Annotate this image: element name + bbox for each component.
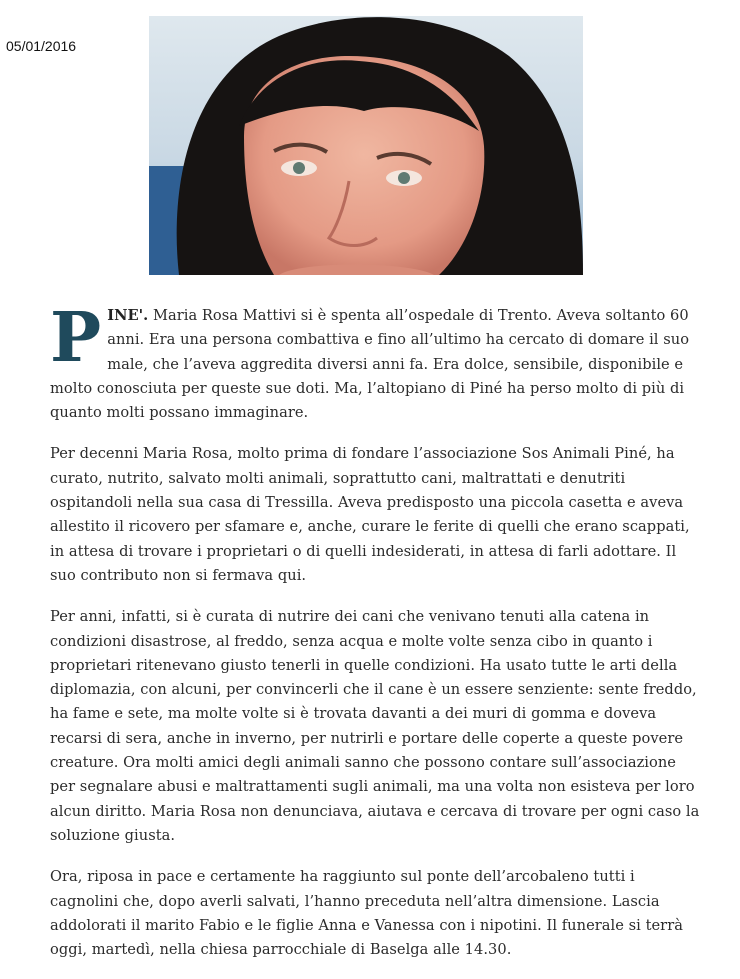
publication-date: 05/01/2016 (6, 38, 77, 54)
lead-word: INE'. (107, 307, 149, 324)
paragraph-3: Per anni, infatti, si è curata di nutrire dei cani che venivano tenuti alla catena in condizioni disastrose, al freddo, senza acqua e molte volte senza cibo in quanto i proprietari ritenevano giusto tenerli in quelle condizioni. Ha usato tutte le arti della diplomazia, con alcuni, per convincerli che il cane è un essere senziente: sente freddo, ha fame e sete, ma molte volte si è trovata davanti a dei muri di gomma e doveva recarsi di sera, anche in inverno, per nutrirli e portare delle coperte a queste povere creature. Ora molti amici degli animali sanno che possono contare sull’associazione per segnalare abusi e maltrattamenti sugli animali, ma una volta non esisteva per loro alcun diritto. Maria Rosa non denunciava, aiutava e cercava di trovare per ogni caso la soluzione giusta. (50, 608, 700, 844)
paragraph-1-text: Maria Rosa Mattivi si è spenta all’ospedale di Trento. Aveva soltanto 60 anni. Era una persona combattiva e fino all’ultimo ha cercato di domare il suo male, che l’aveva aggredita diversi anni fa. Era dolce, sensibile, disponibile e molto conosciuta per queste sue doti. Ma, l’altopiano di Piné ha perso molto di più di quanto molti possano immaginare. (50, 307, 690, 422)
paragraph-2: Per decenni Maria Rosa, molto prima di fondare l’associazione Sos Animali Piné, ha curato, nutrito, salvato molti animali, soprattutto cani, maltrattati e denutriti ospitandoli nella sua casa di Tressilla. Aveva predisposto una piccola casetta e aveva allestito il ricovero per sfamare e, anche, curare le ferite di quelli che erano scappati, in attesa di trovare i proprietari o di quelli indesiderati, in attesa di farli adottare. Il suo contributo non si fermava qui. (50, 445, 690, 584)
drop-cap: P (50, 298, 102, 378)
paragraph-4: Ora, riposa in pace e certamente ha raggiunto sul ponte dell’arcobaleno tutti i cagnolini che, dopo averli salvati, l’hanno preceduta nell’altra dimensione. Lascia addolorati il marito Fabio e le figlie Anna e Vanessa con i nipotini. Il funerale si terrà oggi, martedì, nella chiesa parrocchiale di Baselga alle 14.30. (50, 868, 683, 959)
paragraph-1 (50, 298, 700, 425)
portrait-photo (149, 16, 583, 275)
article-body (50, 298, 700, 979)
